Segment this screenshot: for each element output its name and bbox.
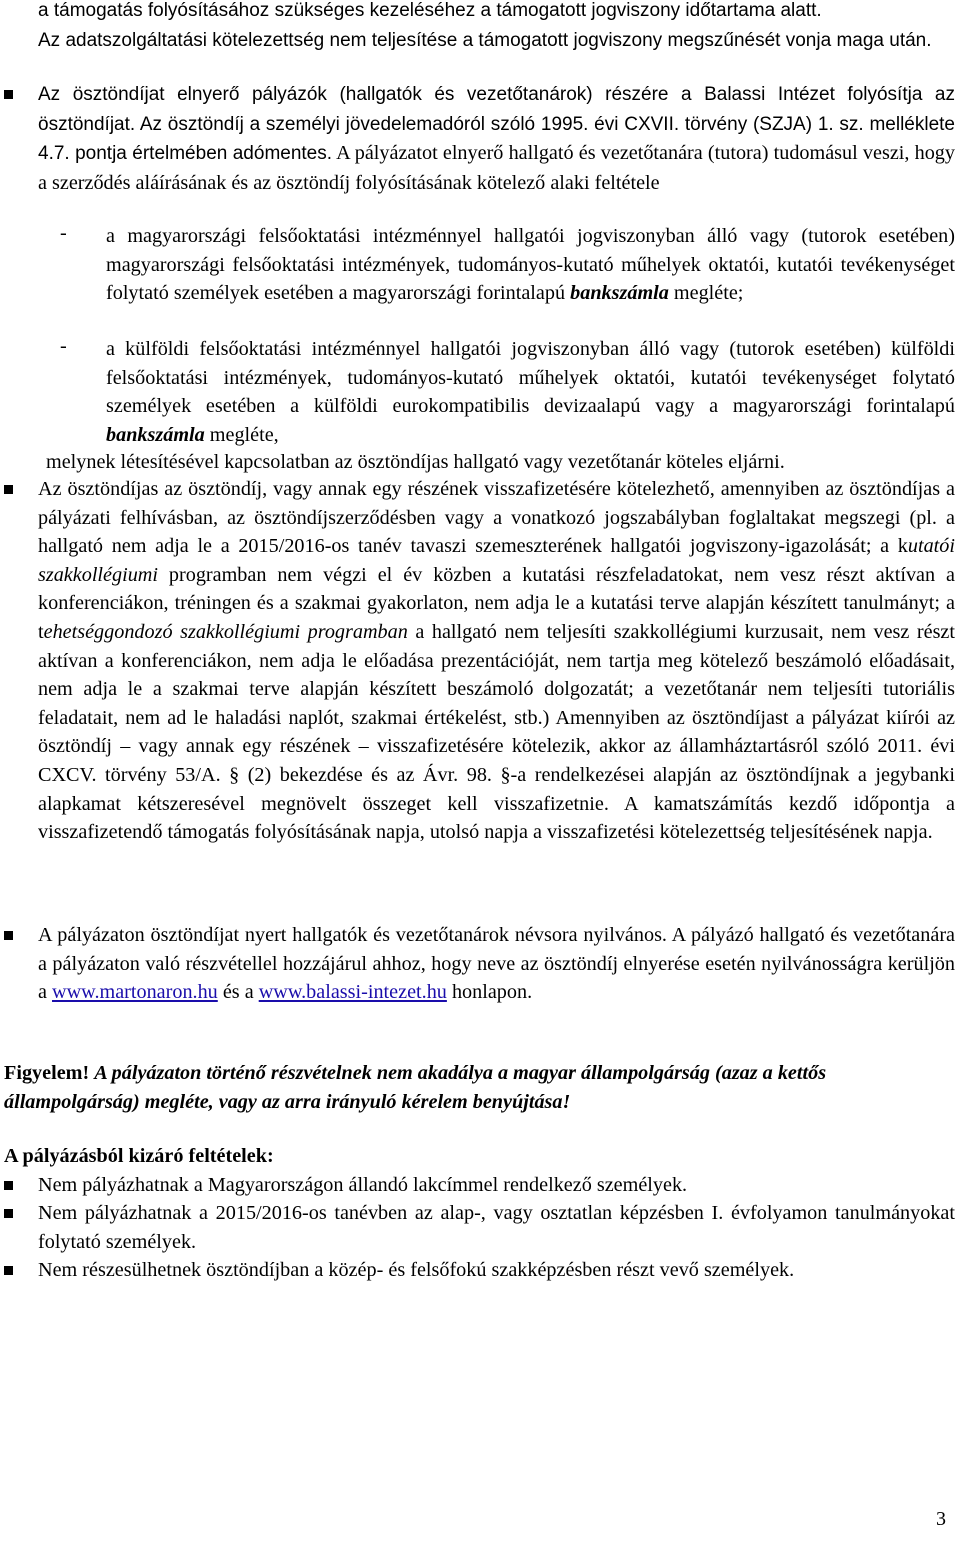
italic-text: ehetséggondozó szakkollégiumi programban	[43, 620, 408, 643]
paragraph-text: a hallgató nem teljesíti szakkollégiumi kurzusait, nem vesz részt aktívan a konferenciákon, nem adja le előadása prezentációját, nem tartja meg kötelező beszámoló előadásait, nem adja le a szakmai terve alapján készített beszámoló dolgozatát; a vezetőtanár nem teljesíti tutoriális feladatait, nem ad le haladási naplót, szakmai értékelést, stb.) Amennyiben az ösztöndíjast a pályázat kiírói az ösztöndíj – vagy annak egy részének – visszafizetésére kötelezik, akkor az államháztartásról szóló 2011. évi CXCV. törvény 53/A. § (2) bekezdése és az Ávr. 98. §-a rendelkezései alapján az ösztöndíjnak a jegybanki alapkamat kétszeresével megnövelt összeget kell visszafizetnie. A kamatszámítás kezdő időpontja a visszafizetendő támogatás folyósításának napja, utolsó napja a visszafizetési kötelezettség teljesítésének napja.	[38, 620, 955, 844]
italic-text: utatói szakkollégiumi	[38, 535, 955, 586]
page-number: 3	[936, 1508, 946, 1530]
paragraph-text: melynek létesítésével kapcsolatban az ösztöndíjas hallgató vagy vezetőtanár köteles eljárni.	[46, 451, 785, 473]
dash-marker: -	[60, 335, 67, 357]
continuation-line-1: a támogatás folyósításához szükséges kezeléséhez a támogatott jogviszony időtartama alatt.	[38, 0, 822, 21]
paragraph-text: A pályázaton ösztöndíjat nyert hallgatók és vezetőtanárok névsora nyilvános. A pályázó hallgató és vezetőtanára a pályázaton való részvétellel hozzájárul ahhoz, hogy neve az ösztöndíj elnyerése esetén nyilvánosságra kerüljön a	[38, 924, 955, 1004]
exclusion-item: Nem részesülhetnek ösztöndíjban a közép- és felsőfokú szakképzésben részt vevő személyek.	[38, 1259, 795, 1281]
emphasis-text: bankszámla	[570, 282, 669, 305]
paragraph-text: A pályázatot elnyerő hallgató és vezetőtanára (tutora) tudomásul veszi, hogy a szerződés aláírásának és az ösztöndíj folyósításának kötelező alaki feltétele	[38, 142, 955, 194]
exclusion-heading: A pályázásból kizáró feltételek:	[4, 1145, 274, 1167]
warning-paragraph	[4, 1059, 955, 1116]
bullet-icon	[4, 485, 13, 494]
bullet-paragraph-scholarship-payment	[38, 80, 955, 197]
sub-item-text: a külföldi felsőoktatási intézménnyel hallgatói jogviszonyban álló vagy (tutorok esetében) külföldi felsőoktatási intézmények, tudományos-kutató műhelyek oktatói, kutatói tevékenységet folytató személyek esetében a külföldi eurokompatibilis devizaalapú vagy a magyarországi forintalapú	[106, 338, 955, 418]
bullet-icon	[4, 1266, 13, 1275]
continuation-line-2: Az adatszolgáltatási kötelezettség nem teljesítése a támogatott jogviszony megszűnését vonja maga után.	[38, 29, 932, 51]
bullet-icon	[4, 1181, 13, 1190]
link-martonaron[interactable]: www.martonaron.hu	[52, 981, 218, 1004]
continuation-text	[38, 0, 955, 55]
emphasis-text: bankszámla	[106, 423, 205, 446]
bullet-paragraph-public-list	[38, 921, 955, 1007]
paragraph-text: programban nem végzi el év közben a kutatási részfeladatokat, nem vesz részt aktívan a konferenciákon, tréningen és a szakmai gyakorlaton, nem adja le a kutatási terve alapján készített tanulmányt; a t	[38, 563, 956, 643]
sub-item-foreign-account	[106, 335, 955, 449]
paragraph-text: Az ösztöndíjat elnyerő pályázók (hallgatók és vezetőtanárok) részére a Balassi Intézet folyósítja az ösztöndíjat. Az ösztöndíj a személyi jövedelemadóról szóló 1995. évi CXVII. törvény (SZJA) 1. sz. melléklete 4.7. pontja értelmében adómentes.	[38, 84, 955, 165]
warning-label: Figyelem!	[4, 1062, 90, 1084]
bullet-icon	[4, 1209, 13, 1218]
exclusion-item: Nem pályázhatnak a Magyarországon állandó lakcímmel rendelkező személyek.	[38, 1174, 688, 1196]
exclusion-item: Nem pályázhatnak a 2015/2016-os tanévben az alap-, vagy osztatlan képzésben I. évfolyamon tanulmányokat folytató személyek.	[38, 1202, 955, 1253]
sub-item-text: megléte,	[209, 423, 279, 446]
warning-text: A pályázaton történő részvételnek nem akadálya a magyar állampolgárság (azaz a kettős állampolgárság) megléte, vagy az arra irányuló kérelem benyújtása!	[4, 1062, 827, 1113]
bullet-icon	[4, 90, 13, 99]
dash-marker: -	[60, 222, 67, 244]
sub-item-domestic-account	[106, 222, 955, 308]
sub-item-text: a magyarországi felsőoktatási intézménnyel hallgatói jogviszonyban álló vagy (tutorok esetében) magyarországi felsőoktatási intézmények, tudományos-kutató műhelyek oktatói, kutatói tevékenységet folytató személyek esetében a magyarországi forintalapú	[106, 225, 955, 305]
bullet-icon	[4, 931, 13, 940]
bullet-paragraph-repayment	[38, 475, 955, 847]
paragraph-text: honlapon.	[451, 981, 533, 1004]
paragraph-text: Az ösztöndíjas az ösztöndíj, vagy annak egy részének visszafizetésére kötelezhető, amennyiben az ösztöndíjas a pályázati felhívásban, az ösztöndíjszerződésben vagy a vonatkozó jogszabályban foglaltakat megszegi (pl. a hallgató nem adja le a 2015/2016-os tanév tavaszi szemeszterének hallgatói jogviszony-igazolását; a k	[38, 478, 955, 558]
paragraph-tail	[46, 448, 955, 477]
paragraph-text: és a	[222, 981, 254, 1004]
sub-item-text: megléte;	[673, 282, 744, 305]
link-balassi-intezet[interactable]: www.balassi-intezet.hu	[258, 981, 447, 1004]
